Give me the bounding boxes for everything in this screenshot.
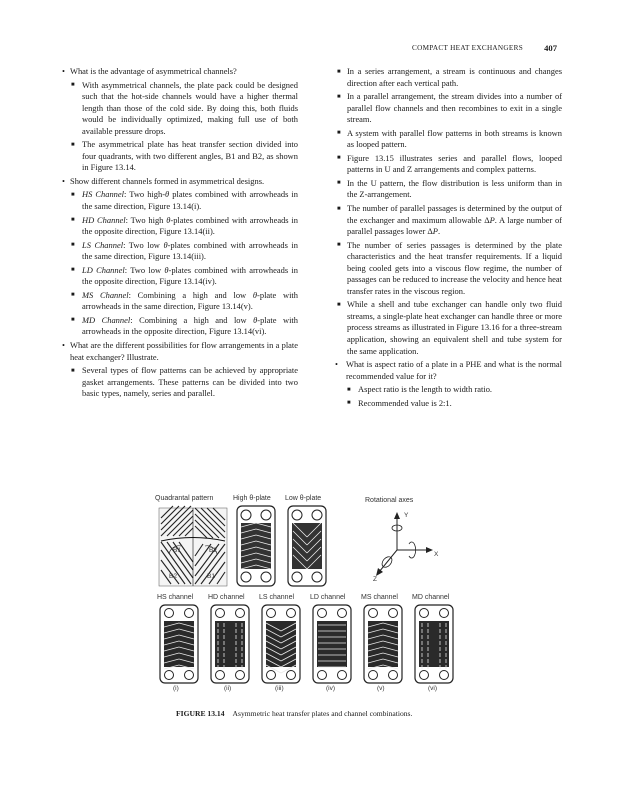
left-col-item-text: LS Channel: Two low θ-plates combined with arrowheads in the same direction, Figure 13.14(iii).	[82, 239, 298, 262]
left-col-item-text: With asymmetrical channels, the plate pack could be designed such that the hot-side channels would have a higher thermal length than those of the cold side. By doing this, both fluids would be individually optimized, making full use of both available pressure drops.	[82, 79, 298, 136]
rotational-axes-diagram	[365, 510, 445, 582]
left-col-item-text: The asymmetrical plate has heat transfer section divided into four quadrants, with two different angles, B1 and B2, as shown in Figure 13.14.	[82, 139, 298, 173]
axis-label-z: Z	[373, 576, 377, 583]
label-rotational-axes: Rotational axes	[365, 497, 414, 504]
left-col-item-9	[60, 290, 298, 313]
bullet-dot: •	[62, 66, 65, 76]
page-number: 407	[544, 43, 557, 53]
right-col-item-9	[336, 359, 562, 382]
left-col-item-1	[60, 66, 298, 78]
bullet-square: ■	[347, 400, 351, 407]
bullet-dot: •	[62, 175, 65, 186]
channel-plate-2	[210, 604, 250, 684]
bullet-square: ■	[71, 292, 75, 299]
channel-numeral-2: (ii)	[224, 685, 232, 692]
label-b1-left: B1	[173, 547, 181, 554]
channel-label-5: MS channel	[361, 594, 398, 601]
bullet-square: ■	[71, 267, 75, 274]
running-head: COMPACT HEAT EXCHANGERS	[411, 44, 523, 52]
axis-label-y: Y	[404, 512, 409, 519]
channel-plate-1	[159, 604, 199, 684]
left-col-item-text: MS Channel: Combining a high and low θ-plate with arrowheads in the same direction, Figure 13.14(v).	[82, 289, 298, 312]
right-col-item-text: In the U pattern, the flow distribution is less uniform than in the Z-arrangement.	[347, 177, 562, 200]
left-col-item-text: MD Channel: Combining a high and low θ-plate with arrowheads in the opposite direction, Figure 13.14(vi).	[82, 314, 298, 337]
bullet-square: ■	[337, 301, 341, 308]
right-col-item-1	[336, 66, 562, 89]
axis-label-x: X	[434, 551, 439, 558]
right-col-item-3	[336, 128, 562, 151]
right-col-item-11	[336, 398, 562, 410]
right-col-item-text: A system with parallel flow patterns in both streams is known as looped pattern.	[347, 127, 562, 150]
right-col-item-text: What is aspect ratio of a plate in a PHE and what is the normal recommended value for it?	[346, 359, 562, 381]
bullet-square: ■	[71, 141, 75, 148]
right-col-item-6	[336, 203, 562, 238]
right-col-item-text: The number of series passages is determined by the plate characteristics and the heat transfer requirements. If a liquid being cooled gets into a viscous flow regime, the number of passages can be reduced to increase the velocity and hence heat transfer rates in the viscous region.	[347, 239, 562, 296]
label-b2-lower: B2	[169, 573, 177, 580]
channel-plate-3	[261, 604, 301, 684]
channel-numeral-6: (vi)	[428, 685, 438, 692]
bullet-square: ■	[337, 205, 341, 212]
bullet-square: ■	[71, 317, 75, 324]
left-col-item-10	[60, 315, 298, 338]
right-col-item-text: While a shell and tube exchanger can handle only two fluid streams, a single-plate heat exchanger can handle three or more process streams as illustrated in Figure 13.16 for a three-stream application, showing an equivalent shell and tube system for the same application.	[347, 299, 562, 356]
bullet-square: ■	[71, 82, 75, 89]
right-column	[336, 66, 562, 411]
left-col-item-3	[60, 139, 298, 174]
bullet-square: ■	[337, 155, 341, 162]
right-col-item-text: In a parallel arrangement, the stream divides into a number of parallel flow channels and then recombines to exit in a single stream.	[347, 91, 562, 125]
bullet-square: ■	[71, 217, 75, 224]
channel-plate-5	[363, 604, 403, 684]
label-b2-right: B2	[209, 547, 217, 554]
channel-label-2: HD channel	[208, 594, 245, 601]
left-col-item-text: What are the different possibilities for flow arrangements in a plate heat exchanger? Illustrate.	[70, 340, 298, 362]
page-header	[60, 44, 557, 56]
bullet-square: ■	[71, 242, 75, 249]
right-col-item-10	[336, 384, 562, 396]
high-theta-plate	[236, 505, 276, 587]
bullet-square: ■	[337, 242, 341, 249]
bullet-square: ■	[337, 180, 341, 187]
right-col-item-7	[336, 240, 562, 298]
channel-label-3: LS channel	[259, 594, 295, 601]
right-col-item-text: Figure 13.15 illustrates series and parallel flows, looped patterns in U and Z arrangements and complex patterns.	[347, 152, 562, 175]
left-col-item-text: LD Channel: Two low θ-plates combined with arrowheads in the opposite direction, Figure 13.14(iv).	[82, 264, 298, 287]
bullet-square: ■	[347, 386, 351, 393]
left-col-item-text: Show different channels formed in asymmetrical designs.	[70, 175, 265, 186]
caption-label: FIGURE 13.14	[176, 709, 225, 718]
left-col-item-4	[60, 176, 298, 188]
channel-label-1: HS channel	[157, 594, 194, 601]
left-col-item-11	[60, 340, 298, 363]
right-col-item-text: In a series arrangement, a stream is continuous and changes direction after each vertical path.	[347, 66, 562, 88]
left-col-item-2	[60, 80, 298, 138]
right-col-item-text: The number of parallel passages is determined by the output of the exchanger and maximum allowable ΔP. A large number of parallel passages lower ΔP.	[347, 203, 562, 237]
channel-numeral-5: (v)	[377, 685, 385, 692]
channel-numeral-4: (iv)	[326, 685, 336, 692]
label-high-theta-plate: High θ-plate	[233, 495, 271, 502]
channel-label-4: LD channel	[310, 594, 346, 601]
right-col-item-8	[336, 299, 562, 357]
left-col-item-text: HD Channel: Two high θ-plates combined with arrowheads in the opposite direction, Figure 13.14(ii).	[82, 214, 298, 237]
label-quadrantal-pattern: Quadrantal pattern	[155, 495, 214, 502]
channel-numeral-3: (iii)	[275, 685, 284, 692]
left-col-item-8	[60, 265, 298, 288]
right-col-item-2	[336, 91, 562, 126]
bullet-square: ■	[71, 367, 75, 374]
left-col-item-7	[60, 240, 298, 263]
label-low-theta-plate: Low θ-plate	[285, 495, 322, 502]
bullet-square: ■	[337, 93, 341, 100]
channel-plate-6	[414, 604, 454, 684]
label-b1-lower: B1	[207, 573, 215, 580]
channel-plate-4	[312, 604, 352, 684]
right-col-item-5	[336, 178, 562, 201]
bullet-square: ■	[337, 130, 341, 137]
right-col-item-text: Aspect ratio is the length to width ratio.	[358, 384, 493, 395]
left-column	[60, 66, 298, 402]
left-col-item-12	[60, 365, 298, 400]
bullet-dot: •	[62, 340, 65, 351]
figure-13-14	[155, 490, 460, 695]
bullet-square: ■	[71, 191, 75, 198]
low-theta-plate	[287, 505, 327, 587]
right-col-item-text: Recommended value is 2:1.	[358, 397, 452, 408]
right-col-item-4	[336, 153, 562, 176]
left-col-item-5	[60, 189, 298, 212]
channel-label-6: MD channel	[412, 594, 450, 601]
bullet-square: ■	[337, 68, 341, 75]
caption-text: Asymmetric heat transfer plates and channel combinations.	[232, 709, 413, 718]
left-col-item-6	[60, 215, 298, 238]
figure-caption	[176, 709, 412, 718]
left-col-item-text: What is the advantage of asymmetrical channels?	[70, 66, 237, 76]
channel-numeral-1: (i)	[173, 685, 179, 692]
left-col-item-text: HS Channel: Two high-θ plates combined with arrowheads in the same direction, Figure 13.14(i).	[82, 189, 298, 212]
bullet-dot: •	[335, 359, 338, 370]
left-col-item-text: Several types of flow patterns can be achieved by appropriate gasket arrangements. These patterns can be divided into two basic types, namely, series and parallel.	[82, 365, 298, 399]
